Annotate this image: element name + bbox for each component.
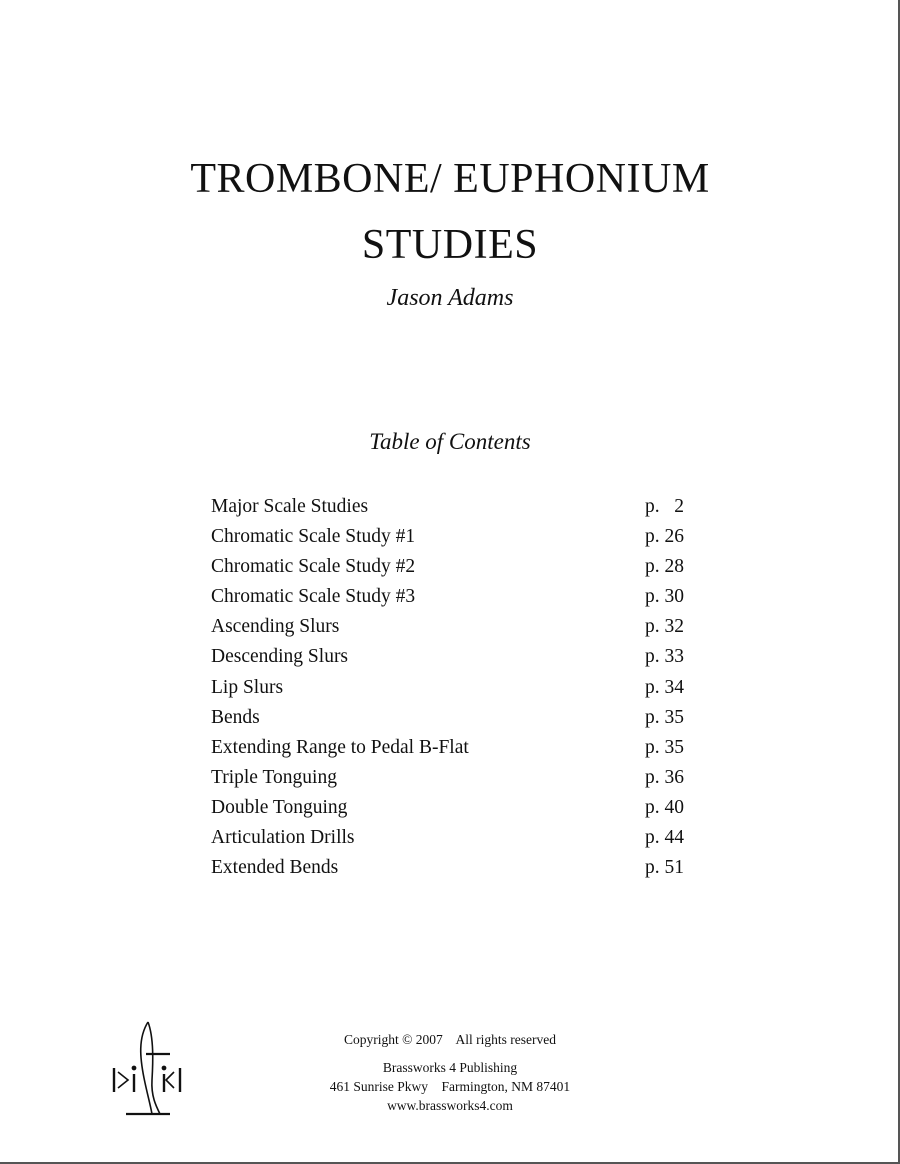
toc-entry bbox=[211, 552, 691, 582]
toc-entry bbox=[211, 793, 691, 823]
toc-entry-title: Ascending Slurs bbox=[211, 616, 340, 638]
toc-entry bbox=[211, 733, 691, 763]
toc-entry-page: p. 2 bbox=[645, 496, 684, 517]
toc-entry-page: p. 44 bbox=[645, 827, 684, 849]
toc-entry bbox=[211, 492, 691, 522]
toc-heading: Table of Contents bbox=[369, 429, 531, 454]
toc-entry-page: p. 32 bbox=[645, 616, 684, 638]
document-title-line-1: TROMBONE/ EUPHONIUM bbox=[190, 156, 710, 202]
toc-entry-title: Extending Range to Pedal B-Flat bbox=[211, 736, 469, 758]
toc-entry-page: p. 40 bbox=[645, 796, 684, 818]
toc-entry bbox=[211, 642, 691, 672]
toc-entry-title: Chromatic Scale Study #1 bbox=[211, 526, 416, 548]
toc-entry-title: Chromatic Scale Study #3 bbox=[211, 586, 416, 608]
toc-entry-title: Lip Slurs bbox=[211, 676, 284, 698]
toc-entry-page: p. 30 bbox=[645, 586, 684, 608]
toc-entry bbox=[211, 582, 691, 612]
toc-entry-page: p. 33 bbox=[645, 646, 684, 668]
toc-entry-title: Major Scale Studies bbox=[211, 496, 369, 517]
toc-entry-title: Articulation Drills bbox=[211, 827, 355, 849]
toc-entry bbox=[211, 673, 691, 703]
toc-entry bbox=[211, 522, 691, 552]
toc-entry-title: Bends bbox=[211, 706, 260, 728]
publisher-name: Brassworks 4 Publishing bbox=[382, 1060, 518, 1075]
toc-entry-title: Descending Slurs bbox=[211, 646, 349, 668]
toc-entry bbox=[211, 763, 691, 793]
publisher-website: www.brassworks4.com bbox=[387, 1098, 513, 1113]
toc-entry-page: p. 51 bbox=[645, 857, 684, 879]
toc-entry bbox=[211, 823, 691, 853]
toc-entry bbox=[211, 853, 691, 883]
document-title-line-2: STUDIES bbox=[361, 222, 539, 268]
toc-entry-title: Triple Tonguing bbox=[211, 766, 337, 788]
toc-entry-page: p. 28 bbox=[645, 556, 684, 578]
toc-entry bbox=[211, 703, 691, 733]
toc-entry bbox=[211, 612, 691, 642]
toc-entry-page: p. 36 bbox=[645, 766, 684, 788]
toc-entry-page: p. 35 bbox=[645, 736, 684, 758]
toc-entry-page: p. 35 bbox=[645, 706, 684, 728]
table-of-contents bbox=[211, 492, 691, 883]
copyright-notice: Copyright © 2007 All rights reserved bbox=[344, 1032, 556, 1047]
author-name: Jason Adams bbox=[386, 285, 514, 311]
toc-entry-page: p. 26 bbox=[645, 526, 684, 548]
publisher-address: 461 Sunrise Pkwy Farmington, NM 87401 bbox=[329, 1079, 571, 1094]
toc-entry-title: Double Tonguing bbox=[211, 796, 348, 818]
toc-entry-page: p. 34 bbox=[645, 676, 684, 698]
toc-entry-title: Extended Bends bbox=[211, 857, 339, 879]
toc-entry-title: Chromatic Scale Study #2 bbox=[211, 556, 416, 578]
